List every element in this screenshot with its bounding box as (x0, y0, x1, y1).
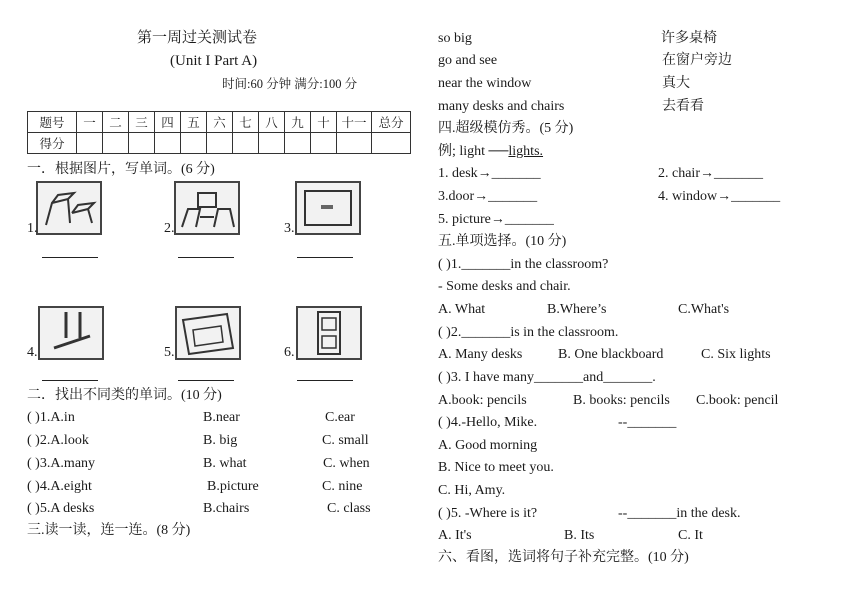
option-b: B. books: pencils (573, 393, 670, 408)
answer-blank[interactable] (178, 256, 234, 258)
answer-blank[interactable] (178, 379, 234, 381)
option-a: A. Good morning (438, 438, 538, 453)
item-number: 4. (27, 345, 38, 360)
table-cell: 八 (259, 112, 285, 133)
option-c: C. small (322, 433, 369, 448)
item-number: 5. (164, 345, 175, 360)
score-cell[interactable] (259, 133, 285, 154)
answer-blank[interactable] (297, 256, 353, 258)
option-c: C. It (678, 528, 703, 543)
desk-chair-picture (36, 181, 102, 235)
score-cell[interactable] (233, 133, 259, 154)
item-number: 6. (284, 345, 295, 360)
time-score-info: 时间:60 分钟 满分:100 分 (222, 77, 358, 91)
picture-frame-picture (175, 306, 241, 360)
score-cell[interactable] (129, 133, 155, 154)
answer-line: --_______in the desk. (618, 506, 741, 521)
classroom-desks-picture (174, 181, 240, 235)
option-c: C. Hi, Amy. (438, 483, 506, 498)
answer-blank[interactable] (42, 379, 98, 381)
section4-heading: 四.超级模仿秀。(5 分) (438, 121, 574, 136)
match-right-item: 去看看 (662, 99, 704, 114)
table-cell: 五 (181, 112, 207, 133)
option-b: B. Its (564, 528, 595, 543)
score-cell[interactable] (207, 133, 233, 154)
table-cell: 十一 (337, 112, 372, 133)
score-cell[interactable] (77, 133, 103, 154)
option-c: C. class (327, 501, 371, 516)
item-number: 3. (284, 221, 295, 236)
score-cell[interactable] (372, 133, 411, 154)
answer-blank[interactable] (42, 256, 98, 258)
table-cell: 总分 (372, 112, 411, 133)
question-line: ( )4.-Hello, Mike. (438, 415, 538, 430)
score-table-header-row (28, 112, 411, 133)
section6-heading: 六、看图，选词将句子补充完整。(10 分) (438, 550, 689, 565)
question-row: ( )4.A.eight (27, 479, 92, 494)
page-subtitle: (Unit I Part A) (170, 53, 258, 69)
table-cell: 一 (77, 112, 103, 133)
score-table-score-row (28, 133, 411, 154)
score-cell[interactable] (311, 133, 337, 154)
question-row: ( )3.A.many (27, 456, 96, 471)
option-b: B. Nice to meet you. (438, 460, 554, 475)
table-cell: 二 (103, 112, 129, 133)
table-cell: 十 (311, 112, 337, 133)
question-line: ( )1._______in the classroom? (438, 257, 609, 272)
score-cell[interactable] (337, 133, 372, 154)
table-cell: 九 (285, 112, 311, 133)
item-number: 2. (164, 221, 175, 236)
option-a: A. It's (438, 528, 472, 543)
example-answer: lights. (508, 144, 544, 159)
example-prefix: 例; light ── (438, 144, 509, 159)
option-a: A. Many desks (438, 347, 523, 362)
exercise-item: 3.door→_______ (438, 189, 538, 204)
match-left-item: so big (438, 31, 472, 46)
option-c: C. nine (322, 479, 363, 494)
exercise-item: 2. chair→_______ (658, 166, 763, 181)
option-c: C. Six lights (701, 347, 771, 362)
score-table (27, 111, 411, 154)
question-line: ( )5. -Where is it? (438, 506, 538, 521)
table-cell: 得分 (28, 133, 77, 154)
score-cell[interactable] (181, 133, 207, 154)
option-c: C.What's (678, 302, 730, 317)
match-left-item: many desks and chairs (438, 99, 565, 114)
match-left-item: near the window (438, 76, 532, 91)
table-cell: 题号 (28, 112, 77, 133)
example-line (438, 143, 543, 161)
table-cell: 四 (155, 112, 181, 133)
section1-heading: 一．根据图片，写单词。(6 分) (27, 162, 215, 177)
option-b: B. what (203, 456, 247, 471)
option-a: A. What (438, 302, 486, 317)
option-b: B.near (203, 410, 240, 425)
option-c: C.ear (325, 410, 355, 425)
exercise-item: 1. desk→_______ (438, 166, 541, 181)
option-a: A.book: pencils (438, 393, 527, 408)
door-picture (296, 306, 362, 360)
match-right-item: 许多桌椅 (661, 31, 717, 46)
option-b: B.Where’s (547, 302, 607, 317)
match-right-item: 在窗户旁边 (662, 53, 732, 68)
match-right-item: 真大 (662, 76, 690, 91)
page-title: 第一周过关测试卷 (137, 30, 258, 46)
option-b: B.picture (207, 479, 259, 494)
board-picture (295, 181, 361, 235)
option-b: B.chairs (203, 501, 250, 516)
section2-heading: 二．找出不同类的单词。(10 分) (27, 388, 222, 403)
question-row: ( )5.A desks (27, 501, 95, 516)
option-b: B. One blackboard (558, 347, 664, 362)
answer-line: --_______ (618, 415, 677, 430)
section5-heading: 五.单项选择。(10 分) (438, 234, 567, 249)
section3-heading: 三.读一读，连一连。(8 分) (27, 523, 191, 538)
question-row: ( )1.A.in (27, 410, 75, 425)
score-cell[interactable] (103, 133, 129, 154)
item-number: 1. (27, 221, 38, 236)
table-cell: 六 (207, 112, 233, 133)
score-cell[interactable] (155, 133, 181, 154)
score-cell[interactable] (285, 133, 311, 154)
answer-blank[interactable] (297, 379, 353, 381)
question-line: ( )3. I have many_______and_______. (438, 370, 656, 385)
question-line: ( )2._______is in the classroom. (438, 325, 619, 340)
match-left-item: go and see (438, 53, 498, 68)
option-c: C. when (323, 456, 370, 471)
light-picture (38, 306, 104, 360)
table-cell: 三 (129, 112, 155, 133)
question-line: - Some desks and chair. (438, 279, 571, 294)
table-cell: 七 (233, 112, 259, 133)
exercise-item: 4. window→_______ (658, 189, 781, 204)
exercise-item: 5. picture→_______ (438, 212, 554, 227)
option-c: C.book: pencil (696, 393, 779, 408)
question-row: ( )2.A.look (27, 433, 89, 448)
option-b: B. big (203, 433, 238, 448)
